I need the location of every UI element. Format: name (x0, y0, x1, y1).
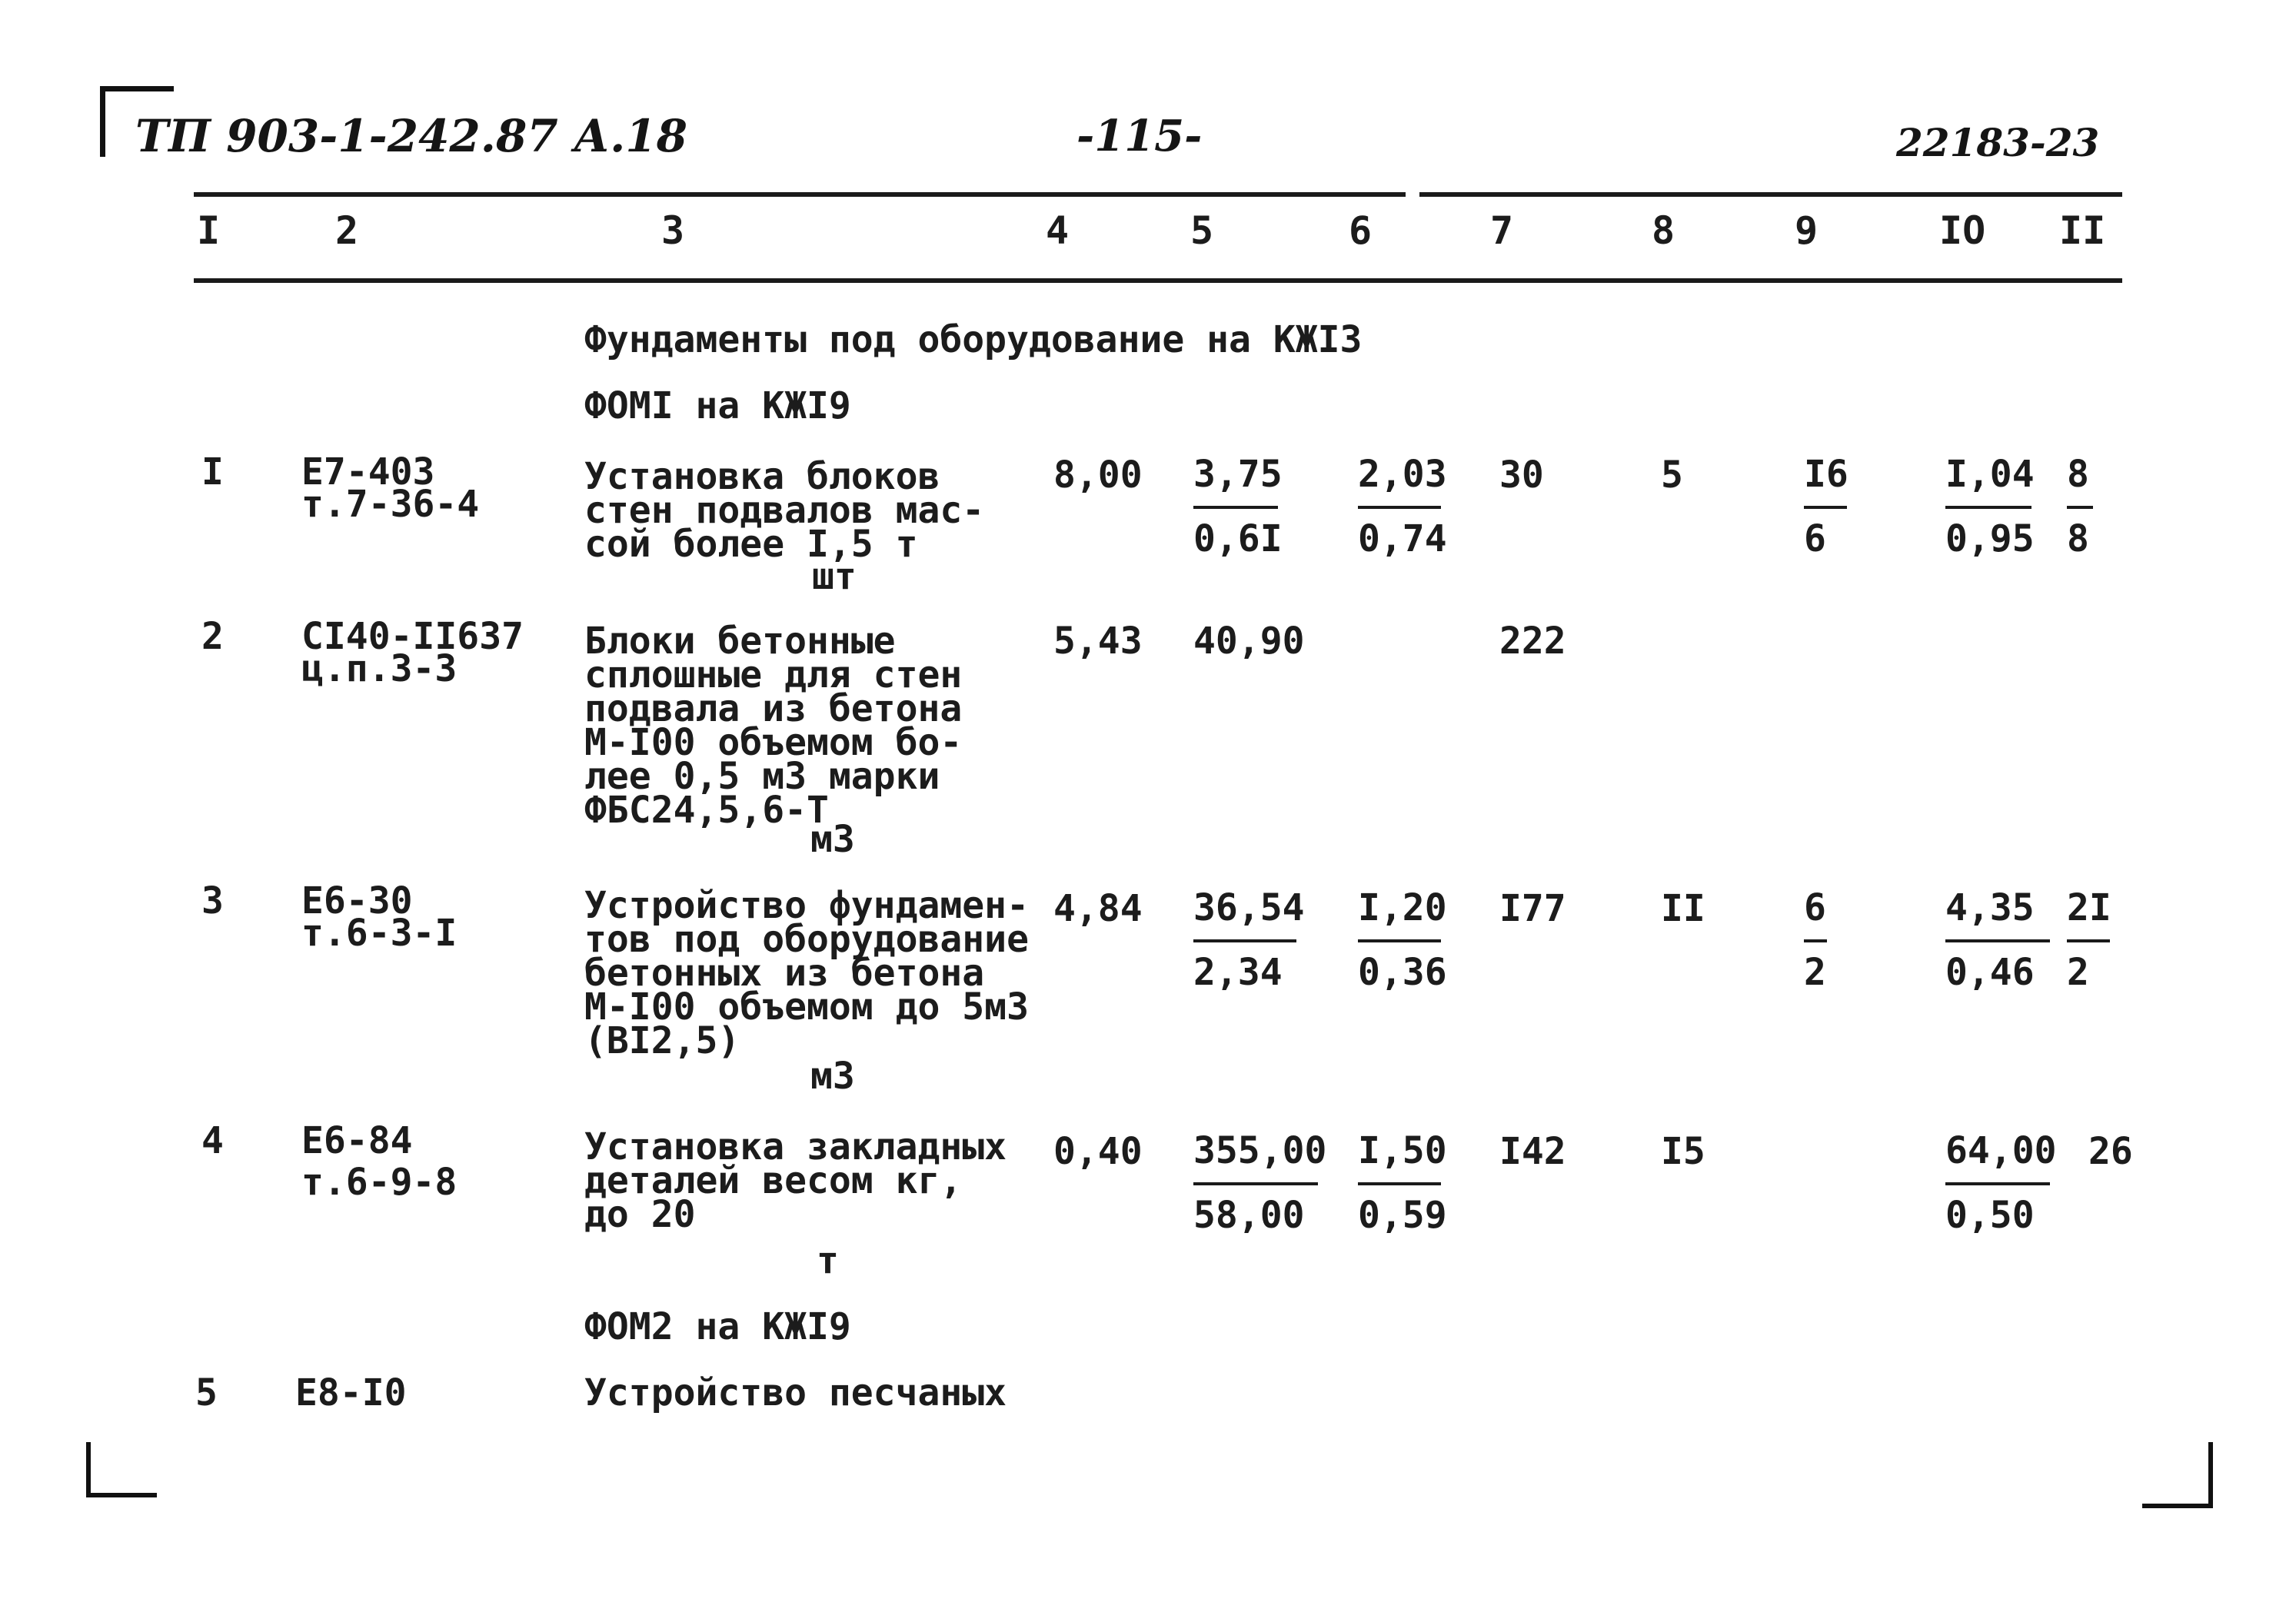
cell-col4: 4,84 (1053, 887, 1143, 930)
fraction-col10 (1945, 453, 2035, 560)
column-number: 9 (1795, 208, 1818, 253)
cell-col8: 5 (1661, 454, 1683, 497)
fraction-bottom: 2,34 (1193, 951, 1283, 994)
fraction-col11 (2067, 886, 2111, 994)
column-number: 7 (1490, 208, 1514, 253)
norm-code: Е7-403 (301, 450, 435, 494)
fraction-col6 (1358, 886, 1447, 994)
row-number: 2 (201, 615, 224, 658)
column-number: II (2059, 208, 2106, 253)
norm-code: Е6-84 (301, 1119, 413, 1162)
unit-label: м3 (810, 1055, 855, 1098)
table-top-rule (194, 192, 1406, 197)
column-number: 4 (1046, 208, 1070, 253)
fraction-col5 (1193, 886, 1305, 994)
norm-reference: т.7-36-4 (301, 483, 480, 526)
subsection-title: ФОМ2 на КЖI9 (584, 1305, 851, 1348)
fraction-col10 (1945, 886, 2050, 994)
cell-col4: 5,43 (1053, 620, 1143, 663)
work-description: Блоки бетонные сплошные для стен подвала из бетона М-I00 объемом бо- лее 0,5 м3 марки ФБС24,5,6-Т (584, 620, 963, 832)
column-number: I (197, 208, 221, 253)
fraction-col10 (1945, 1129, 2057, 1237)
fraction-top: 2,03 (1358, 453, 1447, 496)
page-number: -115- (1076, 111, 1203, 161)
column-number: IO (1939, 208, 1986, 253)
fraction-bottom: 0,46 (1945, 951, 2035, 994)
subsection-title: ФОМI на КЖI9 (584, 384, 851, 427)
fraction-bottom: 2 (2067, 951, 2089, 994)
cell-col8: II (1661, 887, 1705, 930)
fraction-col9 (1804, 886, 1827, 994)
fraction-bottom: 0,74 (1358, 517, 1447, 560)
fraction-bottom: 0,59 (1358, 1194, 1447, 1237)
corner-mark-bottom-left (86, 1442, 91, 1497)
work-description: Установка закладных деталей весом кг, до 20 (584, 1125, 1007, 1236)
fraction-top: 3,75 (1193, 453, 1283, 496)
unit-label: т (817, 1239, 839, 1282)
doc-code: ТП 903-1-242.87 А.18 (135, 110, 688, 162)
fraction-top: 8 (2067, 453, 2089, 496)
fraction-col9 (1804, 455, 1847, 558)
work-description: Установка блоков стен подвалов мас- сой более I,5 т (584, 455, 985, 566)
corner-mark-bottom-right (2208, 1442, 2213, 1508)
fraction-bottom: 0,50 (1945, 1194, 2035, 1237)
corner-mark-top-left (100, 86, 174, 91)
work-description: Устройство песчаных (584, 1371, 1007, 1414)
work-description: Устройство фундамен- тов под оборудование бетонных из бетона М-I00 объемом до 5м3 (ВI2,5) (584, 884, 1029, 1062)
fraction-top: I,50 (1358, 1129, 1447, 1172)
fraction-top: 36,54 (1193, 886, 1305, 929)
cell-col7: 30 (1499, 454, 1544, 497)
norm-code: Е8-I0 (295, 1371, 407, 1414)
fraction-bottom: 2 (1804, 951, 1826, 994)
fraction-top: 64,00 (1945, 1129, 2057, 1172)
row-number: 3 (201, 879, 224, 922)
fraction-top: I,20 (1358, 886, 1447, 929)
cell-col8: I5 (1661, 1130, 1705, 1173)
norm-code: Е6-30 (301, 879, 413, 922)
fraction-top: 355,00 (1193, 1129, 1327, 1172)
cell-col7: 222 (1499, 620, 1566, 663)
column-number: 2 (335, 208, 359, 253)
archive-number: 22183-23 (1896, 120, 2100, 165)
corner-mark-bottom-right (2142, 1504, 2213, 1508)
fraction-top: 6 (1804, 886, 1826, 929)
cell-col7: I42 (1499, 1130, 1566, 1173)
fraction-col6 (1358, 453, 1447, 560)
corner-mark-top-left (100, 86, 105, 157)
column-number: 3 (661, 208, 685, 253)
fraction-bottom: 58,00 (1193, 1194, 1305, 1237)
cell-col4: 0,40 (1053, 1130, 1143, 1173)
row-number: I (201, 450, 224, 494)
fraction-col11 (2067, 455, 2093, 558)
norm-reference: т.6-3-I (301, 912, 458, 955)
fraction-top: I6 (1804, 453, 1848, 496)
fraction-top: 4,35 (1945, 886, 2035, 929)
fraction-col5 (1193, 453, 1283, 560)
cell-col4: 8,00 (1053, 454, 1143, 497)
unit-label: шт (812, 555, 857, 598)
column-number: 5 (1190, 208, 1214, 253)
corner-mark-bottom-left (86, 1493, 157, 1497)
fraction-bottom: 8 (2067, 517, 2089, 560)
unit-label: м3 (810, 818, 855, 861)
table-top-rule (1419, 192, 2122, 197)
fraction-bottom: 0,36 (1358, 951, 1447, 994)
norm-reference: ц.п.3-3 (301, 647, 458, 690)
row-number: 5 (195, 1371, 218, 1414)
section-title: Фундаменты под оборудование на КЖI3 (584, 318, 1363, 361)
fraction-col5 (1193, 1129, 1327, 1237)
column-number: 6 (1349, 208, 1373, 253)
norm-code: СI40-II637 (301, 615, 524, 658)
fraction-bottom: 6 (1804, 517, 1826, 560)
table-header-rule (194, 278, 2122, 283)
norm-reference: т.6-9-8 (301, 1161, 458, 1204)
cell-col7: I77 (1499, 887, 1566, 930)
column-number: 8 (1652, 208, 1675, 253)
cell-col11: 26 (2088, 1130, 2133, 1173)
fraction-top: 2I (2067, 886, 2111, 929)
fraction-bottom: 0,95 (1945, 517, 2035, 560)
fraction-top: I,04 (1945, 453, 2035, 496)
cell-col5: 40,90 (1193, 620, 1305, 663)
fraction-bottom: 0,6I (1193, 517, 1283, 560)
fraction-col6 (1358, 1129, 1447, 1237)
row-number: 4 (201, 1119, 224, 1162)
